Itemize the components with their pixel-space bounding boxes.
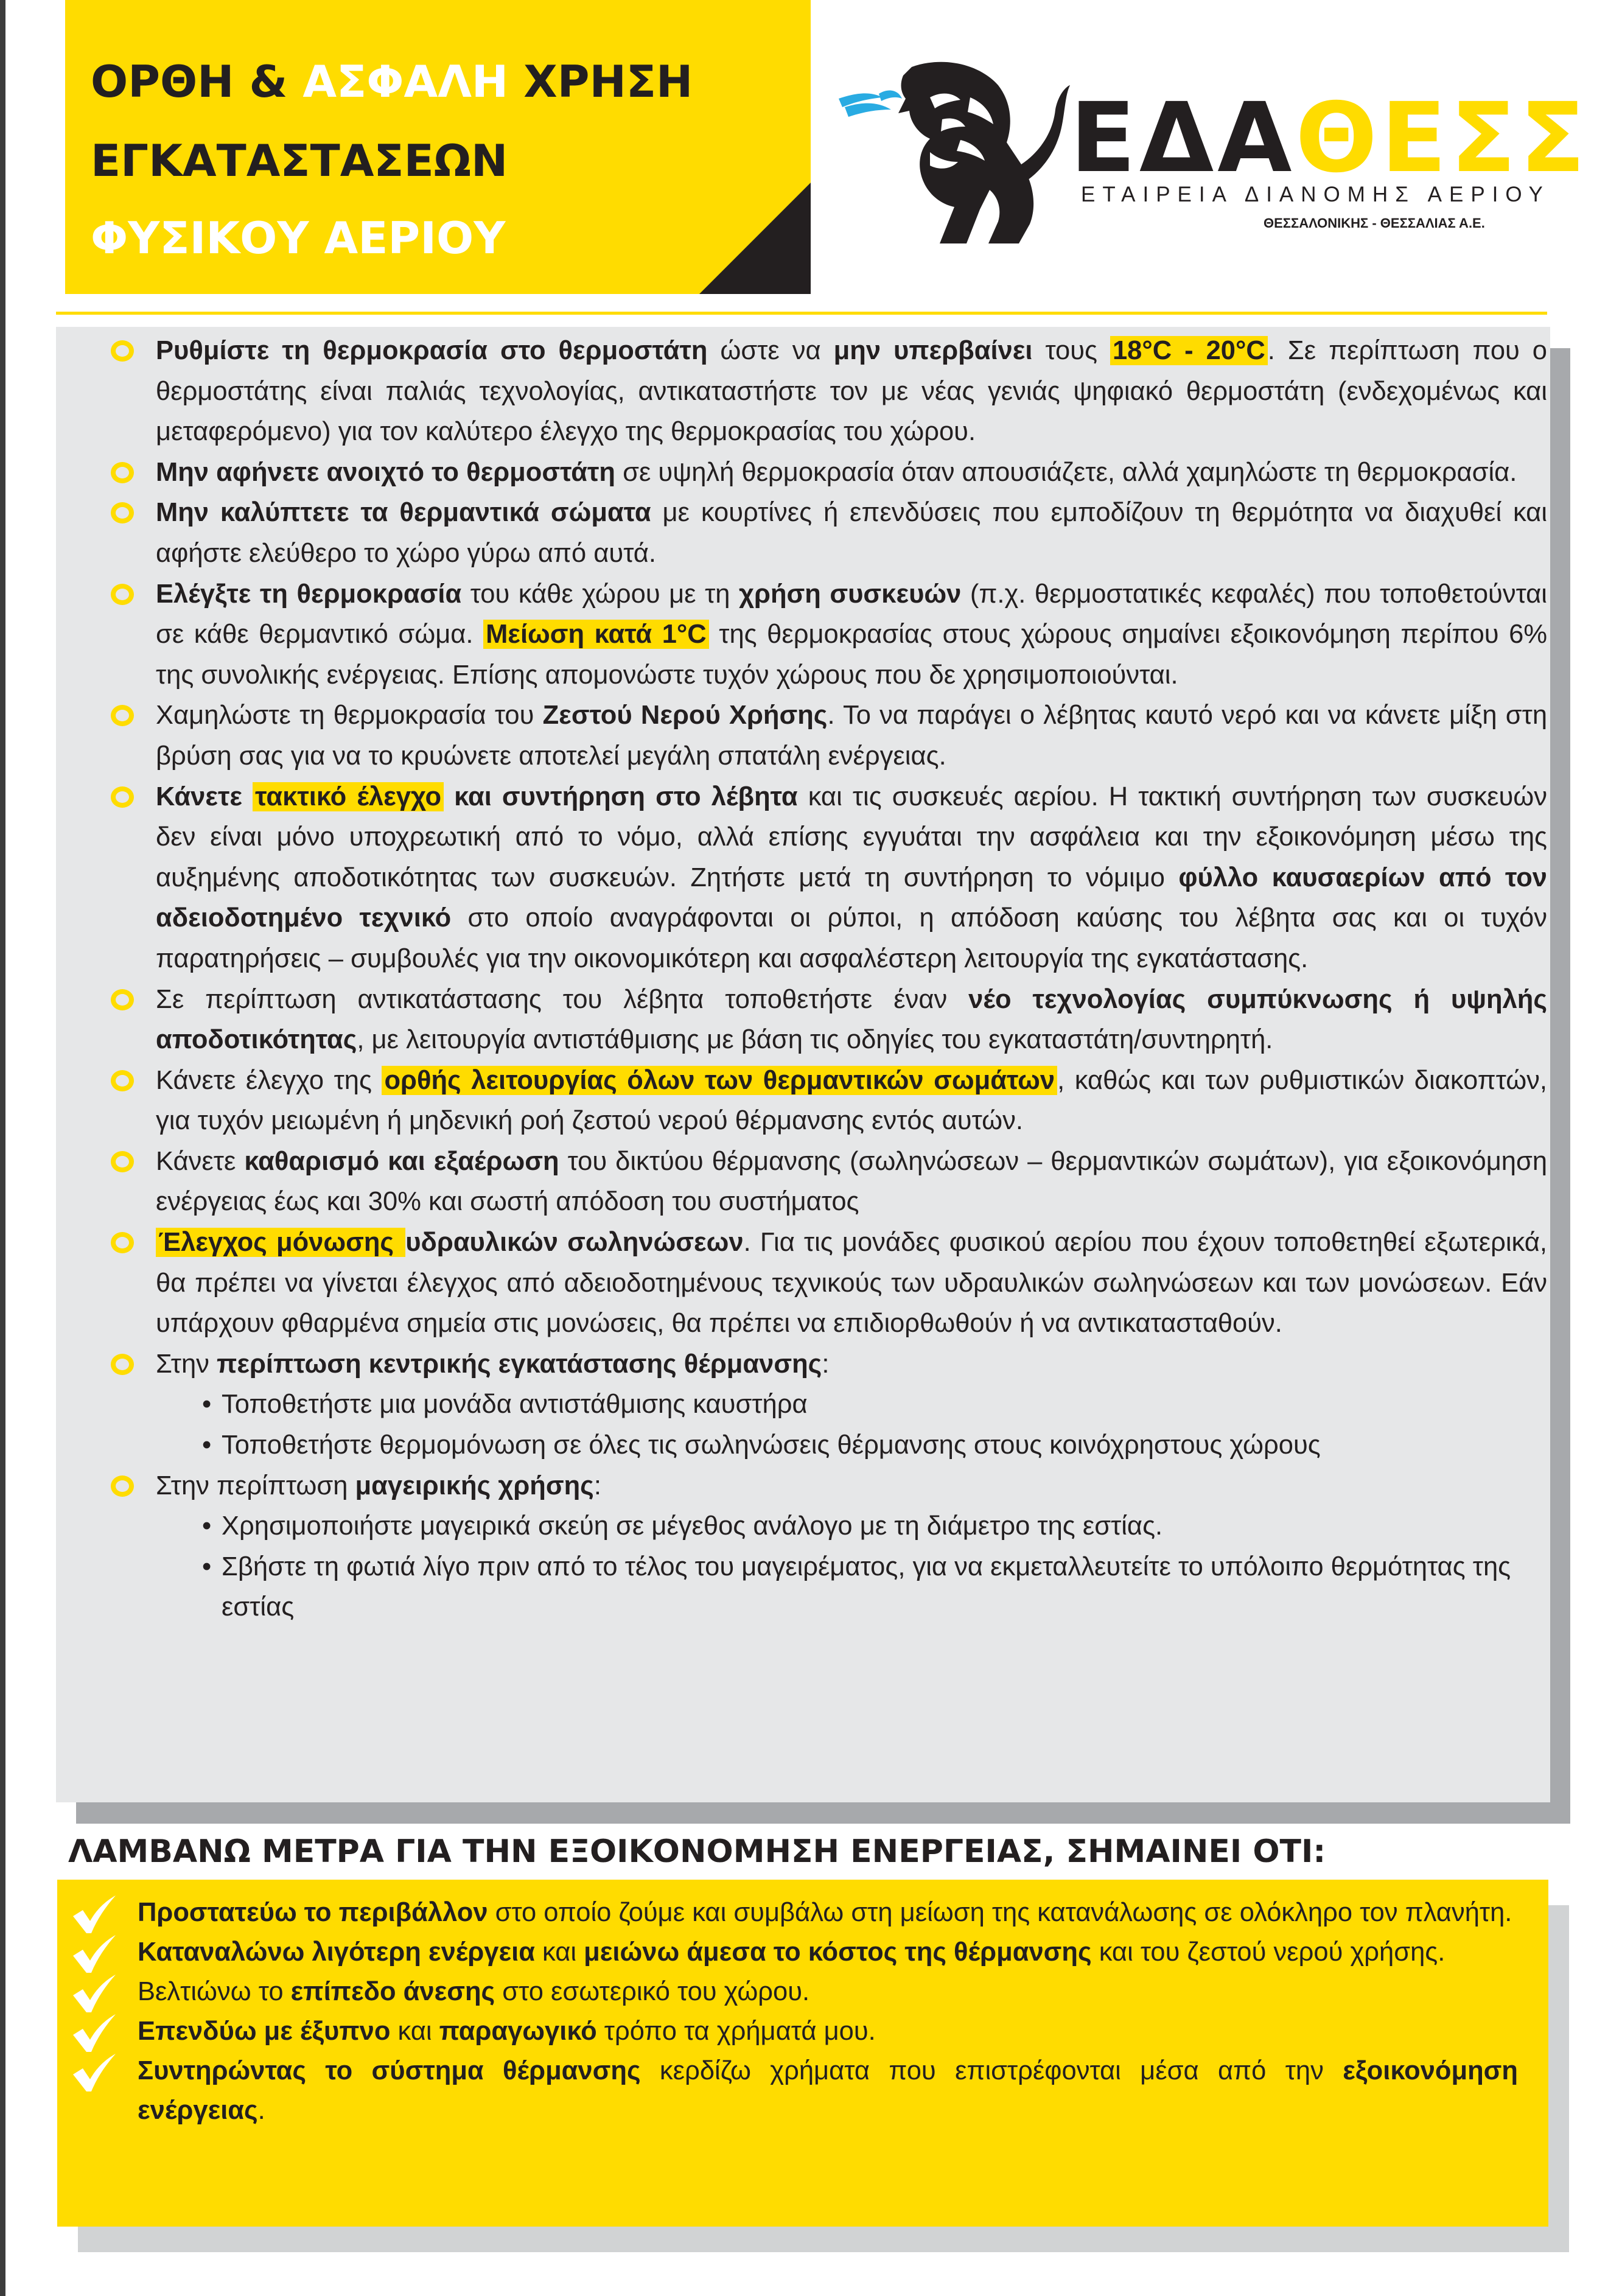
tip-item bbox=[99, 1222, 1547, 1344]
text-run: στο οποίο ζούμε και συμβάλω στη μείωση της κατανάλωσης σε ολόκληρο τον πλανήτη. bbox=[488, 1898, 1512, 1927]
bold-text: Επενδύω με έξυπνο bbox=[138, 2017, 391, 2046]
benefit-text bbox=[138, 1893, 1518, 1933]
checkmark-icon bbox=[69, 1894, 118, 1934]
tip-text bbox=[156, 777, 1547, 979]
checkmark-icon bbox=[69, 1973, 118, 2014]
bold-text: μαγειρικής χρήσης bbox=[355, 1471, 594, 1500]
bold-text: χρήση συσκευών bbox=[738, 579, 962, 609]
tip-text bbox=[156, 979, 1547, 1060]
bold-text: περίπτωση κεντρικής εγκατάστασης θέρμανσης bbox=[217, 1349, 822, 1379]
text-run: Σε περίπτωση αντικατάστασης του λέβητα τοποθετήστε έναν bbox=[156, 984, 969, 1014]
tip-item bbox=[99, 979, 1547, 1060]
tip-text bbox=[156, 1141, 1547, 1222]
bold-text: Μην αφήνετε ανοιχτό το θερμοστάτη bbox=[156, 457, 616, 487]
ring-bullet-icon bbox=[111, 705, 134, 726]
text-run: τρόπο τα χρήματά μου. bbox=[596, 2017, 876, 2046]
tip-item bbox=[99, 695, 1547, 776]
tips-list bbox=[99, 331, 1547, 1628]
tip-sublist bbox=[202, 1384, 1541, 1465]
text-run: του κάθε χώρου με τη bbox=[461, 579, 739, 609]
benefits-list bbox=[69, 1893, 1530, 2130]
header-divider bbox=[56, 312, 1547, 315]
bold-text: Συντηρώντας το σύστημα θέρμανσης bbox=[138, 2056, 641, 2085]
highlighted-text: Έλεγχος μόνωσης bbox=[156, 1228, 405, 1257]
bold-text: εξοικονόμηση ενέργειας bbox=[138, 2056, 1518, 2125]
tip-item bbox=[99, 331, 1547, 452]
benefit-item bbox=[69, 1893, 1530, 1933]
text-run: Στην bbox=[156, 1349, 217, 1379]
text-run: και του ζεστού νερού χρήσης. bbox=[1091, 1937, 1445, 1967]
benefit-item bbox=[69, 1933, 1530, 1972]
tip-item bbox=[99, 777, 1547, 979]
text-run: . Το να παράγει ο λέβητας καυτό νερό και να κάνετε μίξη στη βρύση σας για να το κρυώνετε αποτελεί μεγάλη σπατάλη ενέργειας. bbox=[156, 701, 1548, 771]
text-run: κερδίζω χρήματα που επιστρέφονται μέσα από την bbox=[640, 2056, 1343, 2085]
tip-text bbox=[156, 574, 1547, 696]
tip-text bbox=[156, 1466, 1547, 1507]
text-run: του δικτύου θέρμανσης (σωληνώσεων – θερμαντικών σωμάτων), για εξοικονόμηση ενέργειας έως και 30% και σωστή απόδοση του συστήματος bbox=[156, 1146, 1548, 1217]
benefit-item bbox=[69, 1972, 1530, 2012]
text-run: Στην περίπτωση bbox=[156, 1471, 355, 1500]
text-run: με κουρτίνες ή επενδύσεις που εμποδίζουν τη θερμότητα να διαχυθεί και αφήστε ελεύθερο το χώρο γύρω από αυτά. bbox=[156, 498, 1547, 568]
text-run: της θερμοκρασίας στους χώρους σημαίνει εξοικονόμηση περίπου 6% της συνολικής ενέργειας. Επίσης απομονώστε τυχόν χώρους που δε χρησιμοποιούνται. bbox=[156, 620, 1547, 690]
text-run: και bbox=[534, 1937, 584, 1967]
ring-bullet-icon bbox=[111, 989, 134, 1010]
company-logo bbox=[839, 61, 1589, 243]
tip-text bbox=[156, 695, 1547, 776]
tip-item bbox=[99, 492, 1547, 573]
tip-text bbox=[156, 1222, 1547, 1344]
bold-text: επίπεδο άνεσης bbox=[290, 1977, 495, 2006]
tip-item bbox=[99, 1060, 1547, 1141]
ring-bullet-icon bbox=[111, 1475, 134, 1497]
highlighted-text: τακτικό έλεγχο bbox=[253, 782, 444, 811]
text-run: , καθώς και των ρυθμιστικών διακοπτών, για τυχόν μειωμένη ή μηδενική ροή ζεστού νερού θέρμανσης εντός αυτών. bbox=[156, 1065, 1547, 1136]
text-run: , με λειτουργία αντιστάθμισης με βάση τις οδηγίες του εγκαταστάτη/συντηρητή. bbox=[357, 1025, 1273, 1055]
brand-subtitle: ΕΤΑΙΡΕΙΑ ΔΙΑΝΟΜΗΣ ΑΕΡΙΟΥ bbox=[1081, 183, 1550, 206]
benefit-text bbox=[138, 1933, 1518, 1972]
title-box bbox=[65, 0, 811, 294]
tip-sublist bbox=[202, 1506, 1541, 1628]
ring-bullet-icon bbox=[111, 786, 134, 808]
checkmark-icon bbox=[69, 2013, 118, 2053]
ring-bullet-icon bbox=[111, 340, 134, 362]
ring-bullet-icon bbox=[111, 1232, 134, 1253]
text-run: Κάνετε bbox=[156, 1146, 245, 1176]
ring-bullet-icon bbox=[111, 1151, 134, 1172]
title-line-1: ΟΡΘΗ & ΑΣΦΑΛΗ ΧΡΗΣΗ bbox=[91, 56, 693, 107]
tip-text bbox=[156, 1344, 1547, 1385]
ring-bullet-icon bbox=[111, 462, 134, 483]
bold-text: μειώνω άμεσα το κόστος της θέρμανσης bbox=[584, 1937, 1092, 1967]
tip-subitem: • Τοποθετήστε θερμομόνωση σε όλες τις σωληνώσεις θέρμανσης στους κοινόχρηστους χώρους bbox=[202, 1425, 1541, 1466]
bold-text: Ρυθμίστε τη θερμοκρασία στο θερμοστάτη bbox=[156, 336, 708, 365]
text-run: και τις συσκευές αερίου. Η τακτική συντήρηση των συσκευών δεν είναι μόνο υποχρεωτική από το νόμο, αλλά επίσης εγγυάται την ασφάλεια και την εξοικονόμηση μέσω της αυξημένης αποδοτικότητας των συσκευών. Ζητήστε μετά τη συντήρηση το νόμιμο bbox=[156, 782, 1548, 892]
text-run: και bbox=[390, 2017, 439, 2046]
text-run: . Σε περίπτωση που ο θερμοστάτης είναι παλιάς τεχνολογίας, αντικαταστήστε τον με νέας γενιάς ψηφιακό θερμοστάτη (ενδεχομένως και μεταφερόμενο) για τον καλύτερο έλεγχο της θερμοκρασίας του χώρου. bbox=[156, 336, 1547, 447]
text-run: τους bbox=[1032, 336, 1110, 365]
tip-text bbox=[156, 331, 1547, 452]
bold-text: Μην καλύπτετε τα θερμαντικά σώματα bbox=[156, 498, 651, 528]
benefits-box bbox=[57, 1880, 1548, 2227]
tip-subitem: • Σβήστε τη φωτιά λίγο πριν από το τέλος του μαγειρέματος, για να εκμεταλλευτείτε το υπόλοιπο θερμότητας της εστίας bbox=[202, 1547, 1541, 1628]
benefit-item bbox=[69, 2051, 1530, 2130]
text-run: . bbox=[257, 2096, 265, 2125]
tip-item bbox=[99, 1344, 1547, 1385]
bold-text: και συντήρηση στο λέβητα bbox=[444, 782, 798, 811]
bold-text: Κάνετε bbox=[156, 782, 253, 811]
highlighted-text: ορθής λειτουργίας όλων των θερμαντικών σωμάτων bbox=[382, 1066, 1057, 1095]
benefit-text bbox=[138, 2051, 1518, 2130]
tip-item bbox=[99, 1141, 1547, 1222]
text-run: στο οποίο αναγράφονται οι ρύποι, η απόδοση καύσης του λέβητα σας και οι τυχόν παρατηρήσεις – συμβουλές για την οικονομικότερη και ασφαλέστερη λειτουργία της εγκατάστασης. bbox=[156, 903, 1548, 973]
text-run: (π.χ. θερμοστατικές κεφαλές) που τοποθετούνται σε κάθε θερμαντικό σώμα. bbox=[156, 579, 1547, 649]
bold-text: νέο τεχνολογίας συμπύκνωσης ή υψηλής αποδοτικότητας bbox=[156, 984, 1547, 1055]
tip-subitem: • Τοποθετήστε μια μονάδα αντιστάθμισης καυστήρα bbox=[202, 1384, 1541, 1425]
text-run: σε υψηλή θερμοκρασία όταν απουσιάζετε, αλλά χαμηλώστε τη θερμοκρασία. bbox=[615, 457, 1517, 487]
benefit-text bbox=[138, 1972, 1518, 2012]
tips-panel bbox=[56, 327, 1550, 1802]
checkmark-icon bbox=[69, 1934, 118, 1974]
text-run: στο εσωτερικό του χώρου. bbox=[495, 1977, 810, 2006]
text-run: Βελτιώνω το bbox=[138, 1977, 291, 2006]
tip-text bbox=[156, 492, 1547, 573]
tip-text bbox=[156, 1060, 1547, 1141]
highlighted-text: Μείωση κατά 1°C bbox=[483, 620, 709, 649]
text-run: Χαμηλώστε τη θερμοκρασία του bbox=[156, 701, 543, 730]
brand-subtitle-region: ΘΕΣΣΑΛΟΝΙΚΗΣ - ΘΕΣΣΑΛΙΑΣ Α.Ε. bbox=[1264, 215, 1485, 231]
text-run: : bbox=[822, 1349, 830, 1379]
text-run: . Για τις μονάδες φυσικού αερίου που έχουν τοποθετηθεί εξωτερικά, θα πρέπει να γίνεται έλεγχος από αδειοδοτημένους τεχνικούς των υδραυλικών σωληνώσεων και των μονώσεων. Εάν υπάρχουν φθαρμένα σημεία στις μονώσεις, θα πρέπει να επιδιορθωθούν ή να αντικατασταθούν. bbox=[156, 1228, 1548, 1339]
title-line-2: ΕΓΚΑΤΑΣΤΑΣΕΩΝ bbox=[91, 135, 508, 186]
checkmark-icon bbox=[69, 2053, 118, 2093]
brand-name: ΕΔΑΘΕΣΣ bbox=[1070, 82, 1589, 194]
benefit-text bbox=[138, 2012, 1518, 2051]
title-line-3: ΦΥΣΙΚΟΥ ΑΕΡΙΟΥ bbox=[91, 212, 506, 264]
tip-item bbox=[99, 1466, 1547, 1507]
bold-text: Προστατεύω το περιβάλλον bbox=[138, 1898, 488, 1927]
tip-item bbox=[99, 574, 1547, 696]
benefit-item bbox=[69, 2012, 1530, 2051]
highlighted-text: 18°C - 20°C bbox=[1110, 336, 1268, 365]
ring-bullet-icon bbox=[111, 502, 134, 523]
tip-text bbox=[156, 452, 1547, 493]
ring-bullet-icon bbox=[111, 584, 134, 605]
bold-text: Ζεστού Νερού Χρήσης bbox=[542, 701, 828, 730]
benefits-heading: ΛΑΜΒΑΝΩ ΜΕΤΡΑ ΓΙΑ ΤΗΝ ΕΞΟΙΚΟΝΟΜΗΣΗ ΕΝΕΡΓΕΙΑΣ, ΣΗΜΑΙΝΕΙ ΟΤΙ: bbox=[68, 1833, 1326, 1870]
margin-rule bbox=[0, 0, 5, 2296]
text-run: Κάνετε έλεγχο της bbox=[156, 1065, 382, 1095]
bold-text: μην υπερβαίνει bbox=[833, 336, 1033, 365]
bold-text: Καταναλώνω λιγότερη ενέργεια bbox=[138, 1937, 535, 1967]
tip-item bbox=[99, 452, 1547, 493]
lion-icon bbox=[839, 61, 1070, 243]
gas-flame-icon bbox=[839, 90, 902, 117]
bold-text: υδραυλικών σωληνώσεων bbox=[405, 1228, 744, 1258]
bold-text: φύλλο καυσαερίων από τον αδειοδοτημένο τεχνικό bbox=[156, 863, 1547, 933]
text-run: ώστε να bbox=[707, 336, 834, 365]
bold-text: παραγωγικό bbox=[439, 2017, 597, 2046]
ring-bullet-icon bbox=[111, 1070, 134, 1091]
bold-text: Ελέγξτε τη θερμοκρασία bbox=[156, 579, 462, 609]
ring-bullet-icon bbox=[111, 1354, 134, 1375]
tip-subitem: • Χρησιμοποιήστε μαγειρικά σκεύη σε μέγεθος ανάλογο με τη διάμετρο της εστίας. bbox=[202, 1506, 1541, 1547]
text-run: : bbox=[593, 1471, 601, 1500]
bold-text: καθαρισμό και εξαέρωση bbox=[244, 1146, 559, 1176]
